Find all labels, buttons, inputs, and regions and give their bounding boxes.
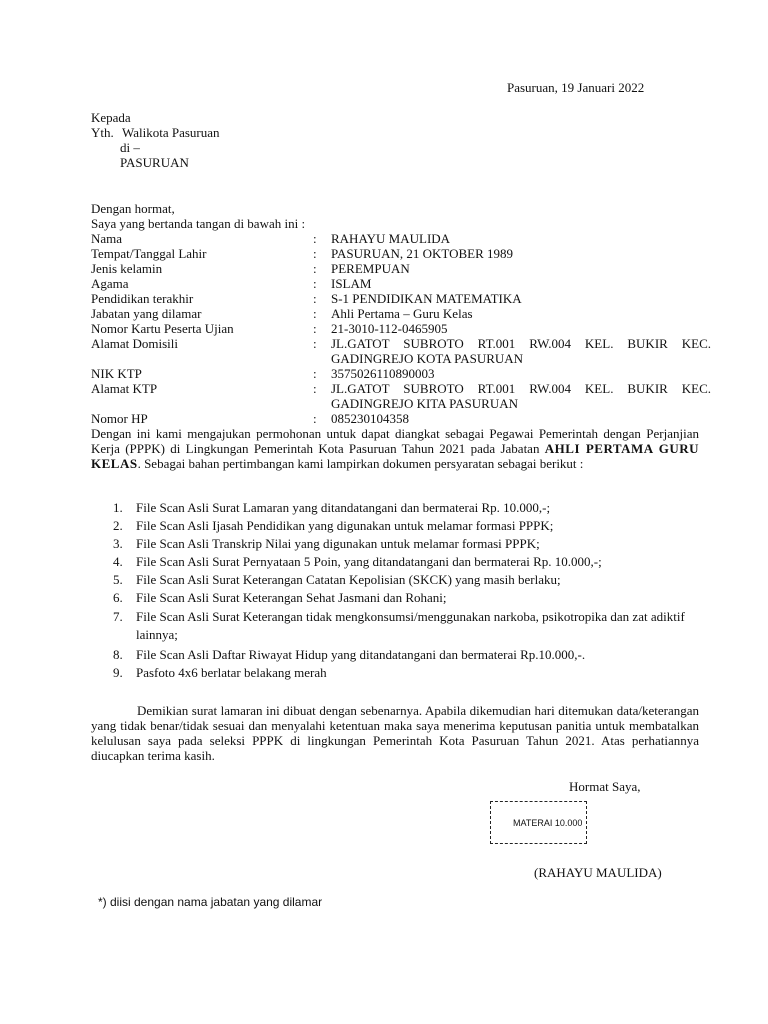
list-number: 1.: [113, 500, 123, 515]
application-text-1: Dengan ini kami mengajukan permohonan untuk dapat diangkat sebagai Pegawai Pemerintah dengan Perjanjian Kerja (PPPK) di Lingkungan Pemerintah Kota Pasuruan Tahun 2021 pada Jabatan: [91, 426, 699, 456]
field-label: Pendidikan terakhir: [91, 291, 194, 306]
field-label: Nomor Kartu Peserta Ujian: [91, 321, 234, 336]
list-text: File Scan Asli Surat Keterangan tidak mengkonsumsi/menggunakan narkoba, psikotropika dan zat adiktif lainnya;: [136, 609, 685, 642]
field-value: PASURUAN, 21 OKTOBER 1989: [331, 246, 514, 261]
signature-greeting: Hormat Saya,: [569, 779, 641, 794]
list-item: [91, 647, 711, 662]
field-colon: :: [313, 246, 317, 261]
field-colon: :: [313, 291, 317, 306]
addressee-kepada: Kepada: [91, 110, 131, 125]
materai-stamp-box: MATERAI 10.000: [490, 801, 587, 844]
list-number: 3.: [113, 536, 123, 551]
list-item: [91, 590, 711, 605]
intro-line: Saya yang bertanda tangan di bawah ini :: [91, 216, 306, 231]
list-item: [91, 554, 711, 569]
field-colon: :: [313, 306, 317, 321]
field-colon: :: [313, 276, 317, 291]
list-number: 9.: [113, 665, 123, 680]
field-label: Alamat KTP: [91, 381, 158, 396]
field-value: JL.GATOT SUBROTO RT.001 RW.004 KEL. BUKIR KEC. GADINGREJO KITA PASURUAN: [331, 381, 711, 411]
application-position: AHLI PERTAMA GURU KELAS: [91, 441, 700, 471]
list-text: File Scan Asli Daftar Riwayat Hidup yang ditandatangani dan bermaterai Rp.10.000,-.: [136, 647, 586, 662]
field-label: Tempat/Tanggal Lahir: [91, 246, 207, 261]
field-value: 3575026110890003: [331, 366, 435, 381]
list-text: Pasfoto 4x6 berlatar belakang merah: [136, 665, 327, 680]
field-value: 085230104358: [331, 411, 409, 426]
greeting: Dengan hormat,: [91, 201, 175, 216]
field-label: Alamat Domisili: [91, 336, 179, 351]
list-item: [91, 518, 711, 533]
field-colon: :: [313, 231, 317, 246]
field-label: NIK KTP: [91, 366, 142, 381]
field-colon: :: [313, 261, 317, 276]
field-label: Nomor HP: [91, 411, 148, 426]
field-value: 21-3010-112-0465905: [331, 321, 448, 336]
list-text: File Scan Asli Surat Keterangan Catatan Kepolisian (SKCK) yang masih berlaku;: [136, 572, 561, 587]
field-value: S-1 PENDIDIKAN MATEMATIKA: [331, 291, 522, 306]
list-number: 5.: [113, 572, 123, 587]
footnote: *) diisi dengan nama jabatan yang dilamar: [98, 895, 323, 909]
field-value: ISLAM: [331, 276, 372, 291]
field-colon: :: [313, 321, 317, 336]
signature-name: (RAHAYU MAULIDA): [534, 865, 662, 880]
addressee-yth: Yth.: [91, 125, 114, 140]
field-colon: :: [313, 381, 317, 396]
letter-date: Pasuruan, 19 Januari 2022: [507, 80, 645, 95]
list-text: File Scan Asli Transkrip Nilai yang digunakan untuk melamar formasi PPPK;: [136, 536, 540, 551]
list-number: 7.: [113, 609, 123, 624]
application-text-2: . Sebagai bahan pertimbangan kami lampirkan dokumen persyaratan sebagai berikut :: [137, 456, 584, 471]
list-number: 4.: [113, 554, 123, 569]
addressee-recipient: Walikota Pasuruan: [122, 125, 220, 140]
list-item: [91, 536, 711, 551]
list-text: File Scan Asli Surat Pernyataan 5 Poin, yang ditandatangani dan bermaterai Rp. 10.000,-;: [136, 554, 602, 569]
list-number: 2.: [113, 518, 123, 533]
addressee-city: PASURUAN: [120, 155, 189, 170]
field-colon: :: [313, 336, 317, 351]
requirements-list: [91, 500, 711, 680]
field-value: PEREMPUAN: [331, 261, 410, 276]
field-label: Agama: [91, 276, 129, 291]
list-number: 6.: [113, 590, 123, 605]
field-label: Jenis kelamin: [91, 261, 163, 276]
list-item: [91, 572, 711, 587]
list-text: File Scan Asli Surat Lamaran yang ditandatangani dan bermaterai Rp. 10.000,-;: [136, 500, 551, 515]
list-item: [91, 500, 711, 515]
application-paragraph: [91, 426, 699, 471]
closing-paragraph: Demikian surat lamaran ini dibuat dengan sebenarnya. Apabila dikemudian hari ditemukan data/keterangan yang tidak benar/tidak sesuai dan menyalahi ketentuan maka saya menerima keputusan panitia untuk membatalkan kelulusan saya pada seleksi PPPK di lingkungan Pemerintah Kota Pasuruan Tahun 2021. Atas perhatiannya diucapkan terima kasih.: [91, 703, 699, 763]
addressee-di: di –: [120, 140, 140, 155]
field-value: Ahli Pertama – Guru Kelas: [331, 306, 473, 321]
field-colon: :: [313, 366, 317, 381]
field-label: Jabatan yang dilamar: [91, 306, 202, 321]
field-colon: :: [313, 411, 317, 426]
field-value: RAHAYU MAULIDA: [331, 231, 451, 246]
list-number: 8.: [113, 647, 123, 662]
field-value: JL.GATOT SUBROTO RT.001 RW.004 KEL. BUKIR KEC. GADINGREJO KOTA PASURUAN: [331, 336, 711, 366]
list-text: File Scan Asli Surat Keterangan Sehat Jasmani dan Rohani;: [136, 590, 447, 605]
list-item: [91, 665, 711, 680]
field-label: Nama: [91, 231, 123, 246]
list-item: [91, 608, 711, 644]
list-text: File Scan Asli Ijasah Pendidikan yang digunakan untuk melamar formasi PPPK;: [136, 518, 554, 533]
